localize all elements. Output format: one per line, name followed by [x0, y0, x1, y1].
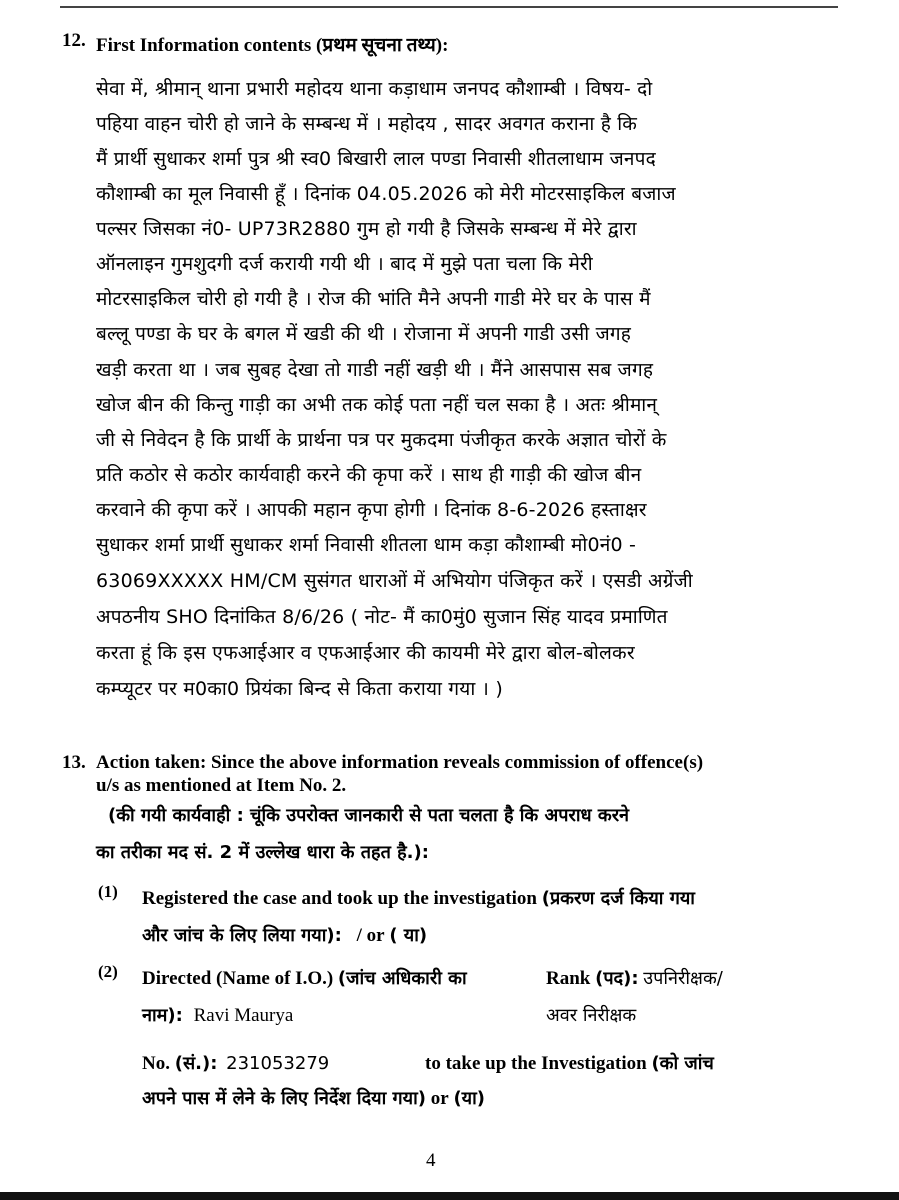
sub-item-1-line-2 — [142, 923, 427, 947]
item-12-title — [96, 31, 448, 57]
io-number-row — [142, 1051, 329, 1075]
directed-label-en: Directed (Name of I.O.) — [142, 968, 334, 989]
rank-label-en: Rank — [546, 968, 591, 989]
no-label-hindi: (सं.): — [174, 1053, 218, 1074]
or-text: / or — [356, 925, 385, 946]
fir-line-5: पल्सर जिसका नं0- UP73R2880 गुम हो गयी है जिसके सम्बन्ध में मेरे द्वारा — [96, 218, 637, 240]
item-12-title-text: First Information contents (प्रथम सूचना तथ्य): — [96, 35, 449, 56]
fir-line-9: खड़ी करता था । जब सुबह देखा तो गाडी नहीं खड़ी थी । मैंने आसपास सब जगह — [96, 359, 654, 381]
fir-line-1: सेवा में, श्रीमान् थाना प्रभारी महोदय थाना कड़ाधाम जनपद कौशाम्बी । विषय- दो — [96, 78, 653, 100]
directed-hindi-line: अपने पास में लेने के लिए निर्देश दिया गया) — [142, 1088, 426, 1109]
io-name-value: Ravi Maurya — [193, 1005, 294, 1026]
registered-case-hindi: (प्रकरण दर्ज किया गया — [541, 888, 695, 909]
fir-line-18: कम्प्यूटर पर म0का0 प्रियंका बिन्द से किता कराया गया । ) — [96, 678, 503, 700]
fir-line-10: खोज बीन की किन्तु गाड़ी का अभी तक कोई पता नहीं चल सका है । अतः श्रीमान् — [96, 394, 658, 416]
take-up-en: to take up the Investigation — [425, 1053, 647, 1074]
sub-item-1-line-1 — [142, 886, 695, 910]
fir-line-12: प्रति कठोर से कठोर कार्यवाही करने की कृपा करें । साथ ही गाड़ी की खोज बीन — [96, 464, 642, 486]
investigation-hindi: और जांच के लिए लिया गया): — [142, 925, 342, 946]
sub-item-1-number: (1) — [98, 882, 118, 901]
top-rule — [60, 6, 838, 8]
fir-line-15: 63069XXXXX HM/CM सुसंगत धाराओं में अभियोग पंजिकृत करें । एसडी अग्रेंजी — [96, 570, 693, 592]
name-label-hindi: नाम): — [142, 1005, 183, 1026]
item-13-number: 13. — [62, 752, 86, 773]
rank-row — [546, 966, 723, 990]
sub-item-2-number: (2) — [98, 962, 118, 981]
rank-value-line-1: उपनिरीक्षक/ — [643, 968, 723, 989]
item-13-hindi-line-1: (की गयी कार्यवाही : चूंकि उपरोक्त जानकारी से पता चलता है कि अपराध करने — [108, 805, 630, 826]
fir-line-16: अपठनीय SHO दिनांकित 8/6/26 ( नोट- मैं का0मुं0 सुजान सिंह यादव प्रमाणित — [96, 606, 668, 628]
io-number-value: 231053279 — [226, 1053, 330, 1074]
fir-line-17: करता हूं कि इस एफआईआर व एफआईआर की कायमी मेरे द्वारा बोल-बोलकर — [96, 642, 635, 664]
or-hindi: ( या) — [389, 925, 428, 946]
item-13-title-line-1: Action taken: Since the above information reveals commission of offence(s) — [96, 752, 704, 773]
directed-label-hindi: (जांच अधिकारी का — [337, 968, 467, 989]
registered-case-text: Registered the case and took up the investigation — [142, 888, 537, 909]
rank-value-line-2: अवर निरीक्षक — [546, 1005, 637, 1026]
fir-line-7: मोटरसाइकिल चोरी हो गयी है । रोज की भांति मैने अपनी गाडी मेरे घर के पास मैं — [96, 288, 651, 310]
directed-io-label — [142, 966, 467, 990]
fir-line-3: मैं प्रार्थी सुधाकर शर्मा पुत्र श्री स्व0 बिखारी लाल पण्डा निवासी शीतलाधाम जनपद — [96, 148, 656, 170]
fir-line-4: कौशाम्बी का मूल निवासी हूँ । दिनांक 04.05.2026 को मेरी मोटरसाइकिल बजाज — [96, 183, 676, 205]
fir-line-11: जी से निवेदन है कि प्रार्थी के प्रार्थना पत्र पर मुकदमा पंजीकृत करके अज्ञात चोरों के — [96, 429, 667, 451]
or-label-en: or — [430, 1088, 449, 1109]
fir-line-14: सुधाकर शर्मा प्रार्थी सुधाकर शर्मा निवासी शीतला धाम कड़ा कौशाम्बी मो0नं0 - — [96, 534, 637, 556]
io-name-row — [142, 1003, 293, 1027]
or-label-hindi: (या) — [453, 1088, 485, 1109]
item-12-number: 12. — [62, 30, 86, 51]
take-up-row — [425, 1051, 714, 1075]
bottom-bar — [0, 1192, 899, 1200]
no-label-en: No. — [142, 1053, 170, 1074]
fir-line-8: बल्लू पण्डा के घर के बगल में खडी की थी । रोजाना में अपनी गाडी उसी जगह — [96, 323, 632, 345]
directed-last-row — [142, 1086, 485, 1110]
item-13-title-line-2: u/s as mentioned at Item No. 2. — [96, 775, 347, 796]
fir-line-6: ऑनलाइन गुमशुदगी दर्ज करायी गयी थी । बाद में मुझे पता चला कि मेरी — [96, 253, 593, 275]
take-up-hindi: (को जांच — [651, 1053, 714, 1074]
rank-label-hindi: (पद): — [595, 968, 639, 989]
fir-line-13: करवाने की कृपा करें । आपकी महान कृपा होगी । दिनांक 8-6-2026 हस्ताक्षर — [96, 499, 647, 521]
fir-line-2: पहिया वाहन चोरी हो जाने के सम्बन्ध में । महोदय , सादर अवगत कराना है कि — [96, 113, 637, 135]
item-13-hindi-line-2: का तरीका मद सं. 2 में उल्लेख धारा के तहत है.): — [96, 842, 429, 863]
page-number: 4 — [426, 1150, 436, 1171]
